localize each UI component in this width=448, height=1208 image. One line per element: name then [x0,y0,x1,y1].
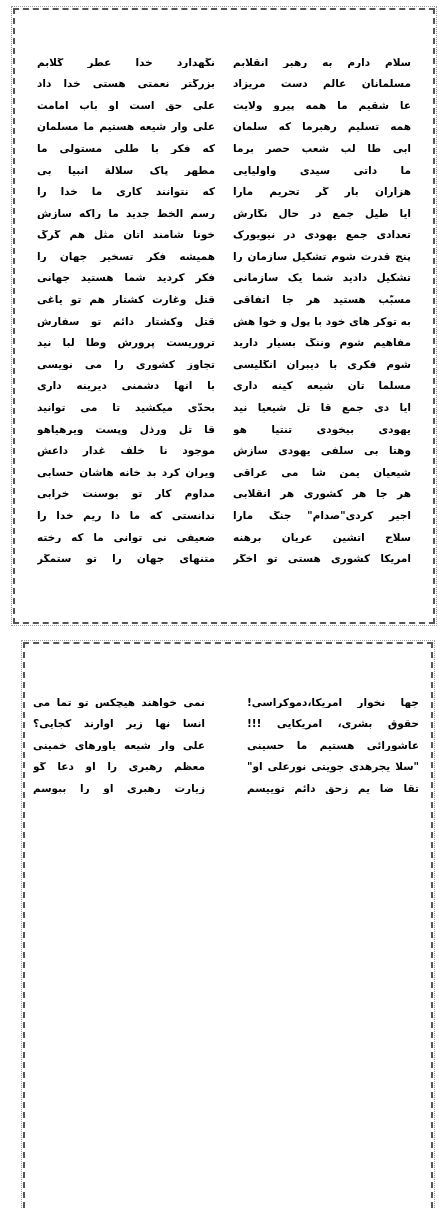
verse-hemistich-right: پنج قدرت شوم تشکیل سازمان را [233,251,411,263]
verse-hemistich-left: نمی خواهند هیچکس تو تما می [33,697,205,709]
verse-hemistich-right: وهتا بی سلفی یهودی سازش [233,446,411,457]
verse-row [37,354,411,376]
verse-row [37,527,411,549]
verse-hemistich-left: زیارت رهبری او را ببوسم [33,783,205,795]
verse-row [37,203,411,225]
verse-row [37,419,411,441]
document-page-1 [13,8,435,624]
verse-hemistich-left: تجاوز کشوری را می نویسی [37,359,215,371]
verse-row [37,398,411,420]
verse-hemistich-right: ایا طیل جمع در حال نگارش [233,208,411,220]
verse-hemistich-right: ما داتی سیدی واولیایی [233,165,411,177]
verse-row [37,182,411,204]
verse-row [37,117,411,139]
verse-hemistich-right: مسلما تان شیعه کینه داری [233,381,411,392]
verse-hemistich-right: هر جا هر کشوری هر انقلابی [233,489,411,500]
verse-row [37,246,411,268]
verse-hemistich-right: جها نخوار امریکا،دموکراسی! [247,697,419,709]
verse-row [37,225,411,247]
verse-hemistich-right: یهودی بیخودی تنتیا هو [233,424,411,436]
verse-hemistich-right: مفاهیم شوم وننگ بسیار دارید [233,338,411,349]
verse-hemistich-right: عاشورائی هستیم ما حسینی [247,740,419,752]
verse-row [37,505,411,527]
verse-hemistich-left: بزرگتر نعمتی هستی خدا داد [37,79,215,90]
verse-hemistich-right: "سلا یجرهدی جویتی نورعلی او" [247,762,419,773]
verse-row [37,95,411,117]
verse-hemistich-right: امریکا کشوری هستی تو اخگر [233,554,411,565]
verse-hemistich-right: تعدادی جمع یهودی در نیویورک [233,230,411,241]
verse-hemistich-right: حقوق بشری، امریکایی !!! [247,719,419,730]
verse-hemistich-right: سلاح آتشین عریان برهنه [233,532,411,544]
verse-row [37,52,411,74]
verse-hemistich-left: که فکر با طلی مستولی ما [37,143,215,155]
verse-hemistich-left: علی وار شیعه هستیم ما مسلمان [37,122,215,133]
verse-row [33,735,419,757]
verse-row [37,74,411,96]
verse-hemistich-left: که نتوانند کاری ما خدا را [37,187,215,198]
poem-block-2 [33,692,419,800]
verse-hemistich-left: ضعیفی نی توانی ما که رخته [37,532,215,544]
verse-hemistich-right: ایا دی جمع قا تل شیعیا نید [233,403,411,414]
verse-hemistich-left: ویران کرد بد خانه هاشان حسابی [37,467,215,479]
verse-hemistich-right: به توکر های خود با پول و خوا هش [233,316,411,328]
verse-hemistich-left: همیشه فکر تسخیر جهان را [37,251,215,263]
verse-hemistich-left: نگهدارد خدا عطر گلابم [37,57,215,69]
verse-row [33,757,419,779]
verse-hemistich-left: با آنها دشمنی دیرینه داری [37,381,215,392]
verse-hemistich-left: موجود نا خلف غدار داعش [37,446,215,457]
verse-hemistich-left: فکر کردید شما هستید جهانی [37,273,215,284]
verse-hemistich-left: متنهای جهان را تو ستمگر [37,554,215,565]
verse-row [37,441,411,463]
verse-hemistich-right: مسبّب هستید هر جا اتفاقی [233,295,411,306]
verse-row [37,333,411,355]
verse-hemistich-right: تشکیل دادید شما یک سازمانی [233,273,411,284]
verse-hemistich-left: علی وار شیعه یاورهای خمینی [33,740,205,752]
verse-hemistich-right: همه تسلیم رهبرما که سلمان [233,122,411,133]
verse-row [37,290,411,312]
verse-row [37,376,411,398]
verse-hemistich-right: شیعیان یمن شا می عراقی [233,467,411,479]
verse-hemistich-right: مسلمانان عالم دست مریزاد [233,79,411,90]
document-page-2 [23,642,433,1208]
verse-hemistich-right: تقا ضا یم زحق دائم توییسم [247,783,419,795]
verse-hemistich-left: خونا شامند اتان مثل هم گرگ [37,230,215,241]
poem-block-1 [37,52,411,570]
verse-row [37,484,411,506]
verse-row [37,160,411,182]
verse-hemistich-left: بحدّی میکشید تا می توانید [37,403,215,414]
verse-hemistich-left: قتل وکشتار دائم تو سفارش [37,316,215,328]
verse-row [37,268,411,290]
verse-row [37,549,411,571]
verse-hemistich-left: مداوم کار تو بوسنت خرابی [37,489,215,500]
verse-hemistich-left: تروریست پرورش وطا لبا نید [37,338,215,349]
verse-hemistich-left: قا تل ورذل وپست ویرهیاهو [37,424,215,436]
verse-hemistich-right: اجیر کردی"صدام" جنگ مارا [233,511,411,522]
verse-hemistich-right: ابی طا لب شعب حصر برما [233,143,411,155]
verse-hemistich-left: معظم رهبری را او دعا گو [33,762,205,773]
verse-row [37,311,411,333]
verse-hemistich-right: عا شقیم ما همه پیرو ولایت [233,100,411,112]
verse-hemistich-left: ندانستی که ما دا ریم خدا را [37,511,215,522]
verse-hemistich-left: علی حق است او باب امامت [37,100,215,112]
verse-row [33,778,419,800]
verse-hemistich-right: شوم فکری با دیبران انگلیسی [233,359,411,371]
verse-hemistich-left: قتل وغارت کشتار هم تو یاغی [37,295,215,306]
verse-row [33,714,419,736]
verse-hemistich-right: سلام دارم به رهبر انقلابم [233,57,411,69]
verse-hemistich-right: هزاران بار گر تحریم مارا [233,187,411,198]
verse-hemistich-left: رسم الخط جدید ما راکه سازش [37,208,215,220]
verse-row [37,462,411,484]
verse-hemistich-left: انسا نها زیر آوارند کجایی؟ [33,719,205,730]
verse-row [37,138,411,160]
verse-hemistich-left: مطهر پاک سلالة انبیا بی [37,165,215,177]
verse-row [33,692,419,714]
